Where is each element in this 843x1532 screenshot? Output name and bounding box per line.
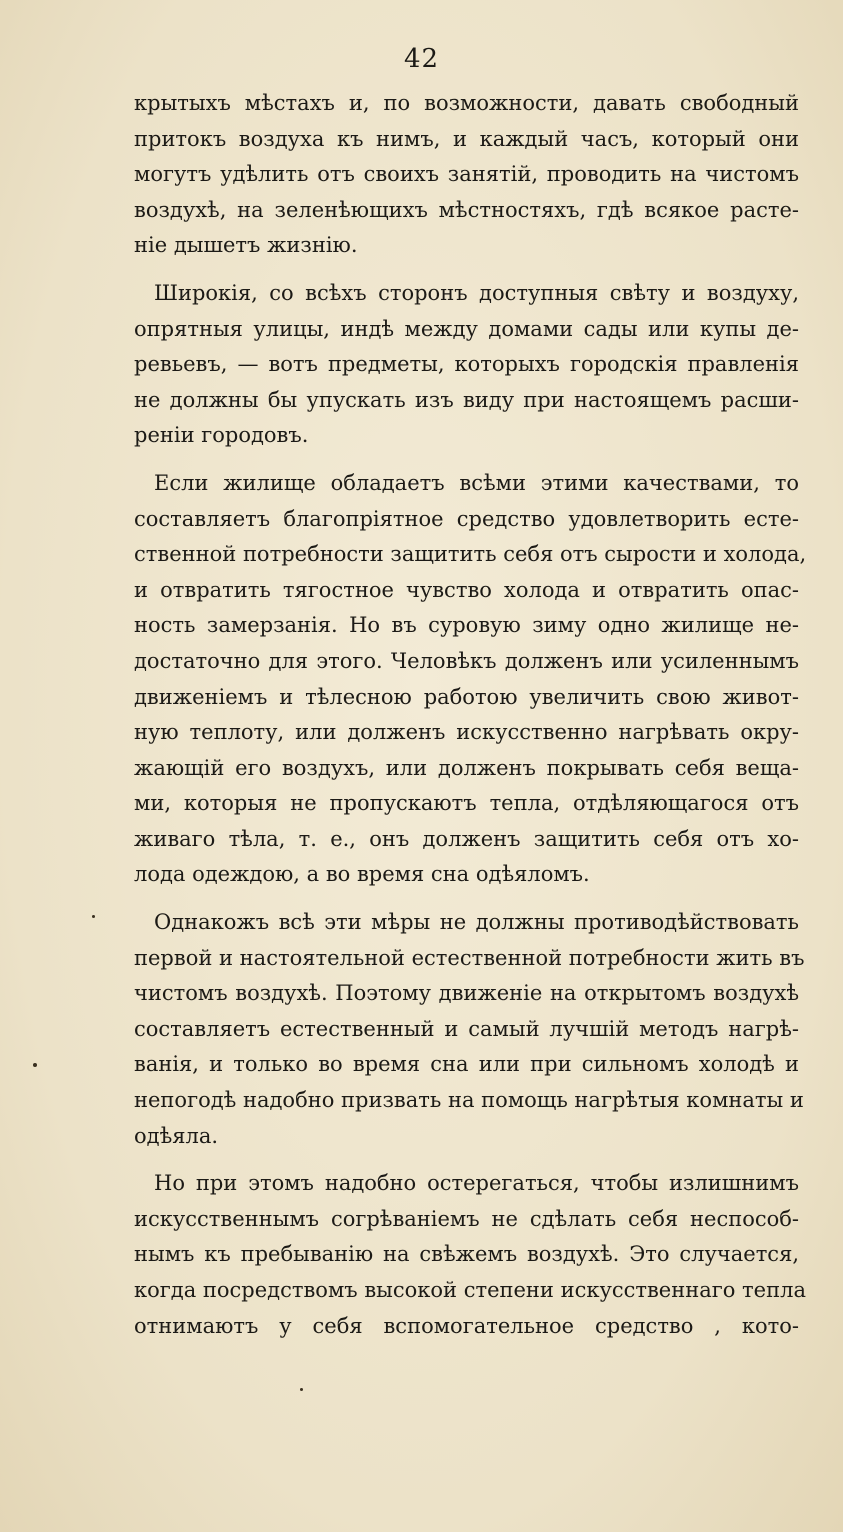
paragraph-5 [134, 1166, 806, 1344]
paragraph-4 [134, 905, 805, 1154]
text-line: Но при этомъ надобно остерегаться, чтобы излишнимъ [154, 1171, 799, 1196]
ink-speck [92, 915, 95, 918]
text-line: жающій его воздухъ, или долженъ покрывать себя веща- [134, 755, 799, 780]
text-line: ванія, и только во время сна или при сильномъ холодѣ и [134, 1052, 799, 1077]
text-line: ніе дышетъ жизнію. [134, 233, 358, 258]
text-line: лода одеждою, а во время сна одѣяломъ. [134, 862, 590, 887]
text-line: составляетъ естественный и самый лучшій методъ нагрѣ- [134, 1016, 799, 1041]
text-line: составляетъ благопріятное средство удовлетворить есте- [134, 506, 799, 531]
text-line: ственной потребности защитить себя отъ сырости и холода, [134, 542, 807, 567]
body-text [134, 86, 807, 1356]
text-line: нымъ къ пребыванію на свѣжемъ воздухѣ. Это случается, [134, 1242, 799, 1267]
paragraph-3 [134, 466, 807, 893]
ink-speck [33, 1063, 37, 1067]
text-line: не должны бы упускать изъ виду при настоящемъ расши- [134, 387, 799, 412]
text-line: первой и настоятельной естественной потребности жить въ [134, 945, 805, 970]
ink-speck [300, 1388, 303, 1391]
text-line: Однакожъ всѣ эти мѣры не должны противодѣйствовать [154, 910, 799, 935]
text-line: одѣяла. [134, 1123, 219, 1148]
text-line: и отвратить тягостное чувство холода и отвратить опас- [134, 577, 799, 602]
paragraph-1 [134, 86, 799, 264]
text-line: достаточно для этого. Человѣкъ долженъ или усиленнымъ [134, 648, 799, 673]
text-line: живаго тѣла, т. е., онъ долженъ защитить себя отъ хо- [134, 826, 799, 851]
text-line: опрятныя улицы, индѣ между домами сады или купы де- [134, 316, 799, 341]
text-line: чистомъ воздухѣ. Поэтому движеніе на открытомъ воздухѣ [134, 981, 799, 1006]
text-line: отнимаютъ у себя вспомогательное средство , кото- [134, 1313, 799, 1338]
text-line: воздухѣ, на зеленѣющихъ мѣстностяхъ, гдѣ всякое расте- [134, 197, 799, 222]
text-line: ревьевъ, — вотъ предметы, которыхъ городскія правленія [134, 352, 799, 377]
page-number: 42 [403, 44, 440, 74]
text-line: могутъ удѣлить отъ своихъ занятій, проводить на чистомъ [134, 162, 799, 187]
text-line: ми, которыя не пропускаютъ тепла, отдѣляющагося отъ [134, 791, 799, 816]
text-line: притокъ воздуха къ нимъ, и каждый часъ, который они [134, 126, 799, 151]
text-line: движеніемъ и тѣлесною работою увеличить свою живот- [134, 684, 799, 709]
text-line: непогодѣ надобно призвать на помощь нагрѣтыя комнаты и [134, 1088, 804, 1113]
text-line: искусственнымъ согрѣваніемъ не сдѣлать себя неспособ- [134, 1206, 799, 1231]
text-line: Широкія, со всѣхъ сторонъ доступныя свѣту и воздуху, [154, 280, 799, 305]
text-line: когда посредствомъ высокой степени искусственнаго тепла [134, 1278, 806, 1302]
text-line: ность замерзанія. Но въ суровую зиму одно жилище не- [134, 613, 799, 638]
text-line: ную теплоту, или долженъ искусственно нагрѣвать окру- [134, 720, 799, 745]
paragraph-2 [134, 276, 799, 454]
text-line: крытыхъ мѣстахъ и, по возможности, давать свободный [134, 91, 799, 115]
text-line: реніи городовъ. [134, 423, 309, 448]
text-line: Если жилище обладаетъ всѣми этими качествами, то [154, 470, 799, 495]
